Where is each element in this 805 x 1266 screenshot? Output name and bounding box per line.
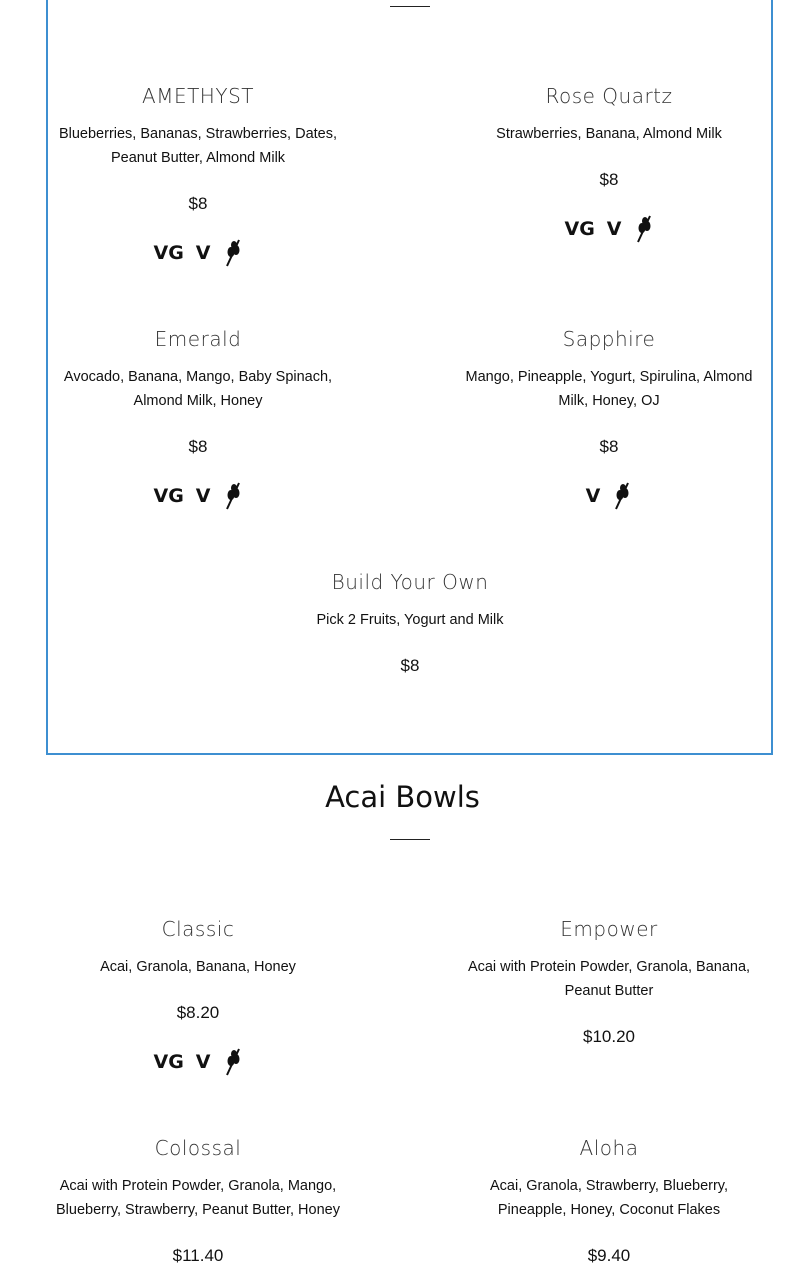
item-description: Acai with Protein Powder, Granola, Mango, Blueberry, Strawberry, Peanut Butter, Honey	[56, 1178, 340, 1218]
menu-item-aloha	[459, 1136, 759, 1266]
item-description: Strawberries, Banana, Almond Milk	[496, 126, 722, 142]
menu-item-amethyst	[48, 84, 348, 268]
item-price: $8	[400, 656, 420, 675]
item-price: $8.20	[176, 1003, 220, 1022]
menu-item-classic	[48, 917, 348, 1077]
vegan-tag: VG	[564, 218, 595, 240]
item-name: Build Your Own	[331, 570, 489, 594]
vegetarian-tag: V	[195, 242, 211, 264]
item-price: $11.40	[172, 1246, 224, 1265]
menu-item-rose-quartz	[459, 84, 759, 244]
wheat-icon	[223, 1047, 243, 1077]
item-price: $9.40	[587, 1246, 631, 1265]
item-price: $10.20	[583, 1027, 635, 1046]
item-description: Acai, Granola, Banana, Honey	[100, 959, 296, 975]
item-name: Empower	[560, 917, 658, 941]
menu-item-sapphire	[459, 327, 759, 511]
dietary-tags	[459, 481, 759, 511]
item-name: Emerald	[154, 327, 242, 351]
item-price: $8	[599, 437, 619, 456]
wheat-icon	[223, 238, 243, 268]
dietary-tags	[459, 214, 759, 244]
wheat-icon	[612, 481, 632, 511]
item-name: Classic	[161, 917, 235, 941]
item-description: Pick 2 Fruits, Yogurt and Milk	[316, 612, 504, 628]
vegan-tag: VG	[153, 485, 184, 507]
item-description: Acai, Granola, Strawberry, Blueberry, Pineapple, Honey, Coconut Flakes	[490, 1178, 728, 1218]
wheat-icon	[634, 214, 654, 244]
section-title: Acai Bowls	[325, 780, 480, 814]
item-name: Colossal	[154, 1136, 242, 1160]
item-name: AMETHYST	[142, 84, 254, 108]
item-description: Mango, Pineapple, Yogurt, Spirulina, Almond Milk, Honey, OJ	[465, 369, 753, 409]
section-divider	[390, 6, 430, 7]
vegan-tag: VG	[153, 242, 184, 264]
dietary-tags	[48, 1047, 348, 1077]
dietary-tags	[48, 238, 348, 268]
dietary-tags	[48, 481, 348, 511]
menu-item-colossal	[48, 1136, 348, 1266]
item-price: $8	[188, 194, 208, 213]
menu-item-empower	[459, 917, 759, 1047]
item-name: Sapphire	[562, 327, 656, 351]
menu-item-build-your-own	[260, 570, 560, 676]
wheat-icon	[223, 481, 243, 511]
item-price: $8	[188, 437, 208, 456]
item-description: Acai with Protein Powder, Granola, Banana, Peanut Butter	[467, 959, 751, 999]
item-price: $8	[599, 170, 619, 189]
item-name: Aloha	[579, 1136, 639, 1160]
item-description: Avocado, Banana, Mango, Baby Spinach, Almond Milk, Honey	[63, 369, 333, 409]
vegetarian-tag: V	[195, 485, 211, 507]
vegetarian-tag: V	[585, 485, 601, 507]
vegan-tag: VG	[153, 1051, 184, 1073]
section-divider	[390, 839, 430, 840]
item-name: Rose Quartz	[545, 84, 673, 108]
vegetarian-tag: V	[606, 218, 622, 240]
menu-item-emerald	[48, 327, 348, 511]
vegetarian-tag: V	[195, 1051, 211, 1073]
item-description: Blueberries, Bananas, Strawberries, Dates, Peanut Butter, Almond Milk	[58, 126, 338, 166]
